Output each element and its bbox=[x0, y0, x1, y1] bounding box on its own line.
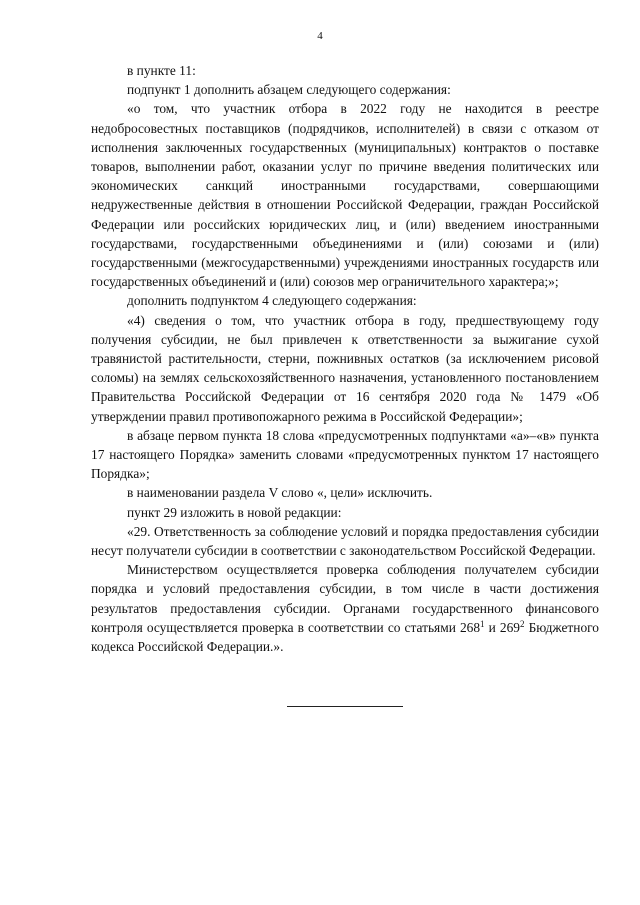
paragraph-10-end: Бюджетного кодекса Российской Федерации.». bbox=[91, 619, 600, 655]
document-body bbox=[91, 61, 599, 656]
paragraph-9: «29. Ответственность за соблюдение условий и порядка предоставления субсидии несут получатели субсидии в соответствии с законодательством Российской Федерации. bbox=[91, 523, 599, 559]
paragraph-10-text: Министерством осуществляется проверка соблюдения получателем субсидии порядка и условий предоставления субсидии, в том числе в части достижения результатов предоставления субсидии. Органами государственного финансового контроля осуществляется проверка в соответствии со статьями 268 bbox=[91, 562, 599, 635]
paragraph-4: дополнить подпунктом 4 следующего содержания: bbox=[127, 293, 417, 309]
paragraph-8: пункт 29 изложить в новой редакции: bbox=[127, 504, 342, 520]
paragraph-10 bbox=[91, 560, 599, 656]
superscript-1: 1 bbox=[480, 618, 485, 629]
superscript-2: 2 bbox=[520, 618, 525, 629]
paragraph-6: в абзаце первом пункта 18 слова «предусмотренных подпунктами «а»–«в» пункта 17 настоящего Порядка» заменить словами «предусмотренных пунктом 17 настоящего Порядка»; bbox=[91, 427, 599, 482]
paragraph-5: «4) сведения о том, что участник отбора в году, предшествующему году получения субсидии, не был привлечен к ответственности за выжигание сухой травянистой растительности, стерни, пожнивных остатков (за исключением рисовой соломы) на землях сельскохозяйственного назначения, установленного постановлением Правительства Российской Федерации от 16 сентября 2020 года № 1479 «Об утверждении правил противопожарного режима в Российской Федерации»; bbox=[91, 312, 599, 424]
page-number: 4 bbox=[317, 30, 323, 42]
paragraph-7: в наименовании раздела V слово «, цели» исключить. bbox=[127, 485, 433, 501]
closing-rule bbox=[287, 706, 403, 707]
paragraph-2: подпункт 1 дополнить абзацем следующего содержания: bbox=[127, 82, 451, 98]
paragraph-10-mid: и 269 bbox=[484, 619, 520, 635]
paragraph-1: в пункте 11: bbox=[127, 63, 196, 78]
paragraph-3: «о том, что участник отбора в 2022 году не находится в реестре недобросовестных поставщиков (подрядчиков, исполнителей) в связи с отказом от исполнения заключенных государственных (муниципальных) контрактов о поставке товаров, выполнении работ, оказании услуг по причине введения политических или экономических санкций иностранными государствами, совершающими недружественные действия в отношении Российской Федерации, граждан Российской Федерации или российских юридических лиц, и (или) введением иностранными государствами, государственными объединениями и (или) союзами и (или) государственными (межгосударственными) учреждениями иностранных государств или государственных объединений и (или) союзов мер ограничительного характера;»; bbox=[91, 101, 599, 290]
